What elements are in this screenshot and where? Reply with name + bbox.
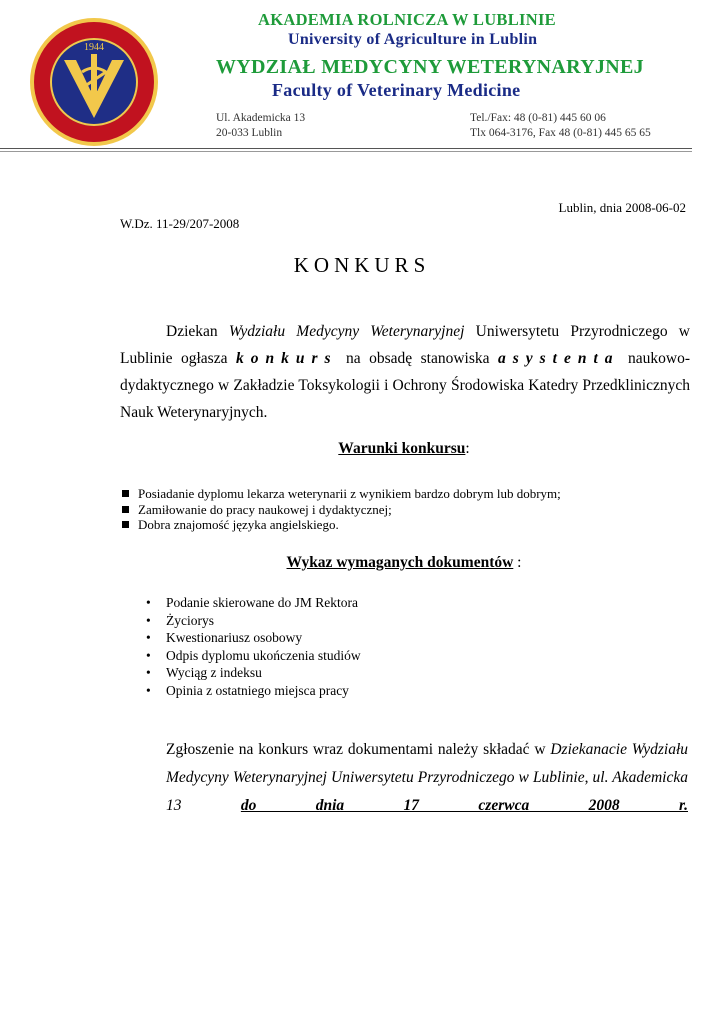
- list-item: • Kwestionariusz osobowy: [146, 629, 361, 647]
- closing-text-1: Zgłoszenie na konkurs wraz dokumentami należy składać w: [166, 741, 551, 758]
- header-line-academy-pl: AKADEMIA ROLNICZA W LUBLINIE: [258, 10, 556, 29]
- list-item: Posiadanie dyplomu lekarza weterynarii z wynikiem bardzo dobrym lub dobrym;: [120, 486, 561, 502]
- header-address: [216, 111, 305, 141]
- intro-paragraph: [120, 318, 690, 426]
- conditions-heading-colon: :: [465, 440, 470, 457]
- closing-office-name: Dziekanacie Wydziału Medycyny Weterynaryjnej Uniwersytetu Przyrodniczego w Lublinie: [166, 741, 689, 786]
- list-item: • Opinia z ostatniego miejsca pracy: [146, 682, 361, 700]
- list-item: • Życiorys: [146, 612, 361, 630]
- documents-list: [146, 594, 361, 700]
- address-city: 20-033 Lublin: [216, 127, 283, 139]
- closing-paragraph: [120, 736, 688, 820]
- list-item: • Odpis dyplomu ukończenia studiów: [146, 647, 361, 665]
- intro-text-4: naukowo-dydaktycznego w Zakładzie Toksykologii i Ochrony Środowiska Katedry Przedklinicznych Nauk Weterynaryjnych.: [120, 350, 690, 421]
- intro-text-3: na obsadę stanowiska: [337, 350, 498, 367]
- header-line-academy-en: University of Agriculture in Lublin: [288, 31, 538, 48]
- contact-phone: Tel./Fax: 48 (0-81) 445 60 06: [470, 112, 606, 124]
- list-item: Dobra znajomość języka angielskiego.: [120, 517, 561, 533]
- intro-text-2: Uniwersytetu Przyrodniczego w Lublinie ogłasza: [120, 323, 690, 367]
- university-seal-logo: [28, 16, 160, 148]
- conditions-list: [120, 486, 561, 533]
- intro-text-1: Dziekan: [166, 323, 229, 340]
- address-street: Ul. Akademicka 13: [216, 112, 306, 124]
- contact-telex-fax: Tlx 064-3176, Fax 48 (0-81) 445 65 65: [470, 127, 651, 139]
- list-item: • Wyciąg z indeksu: [146, 664, 361, 682]
- document-reference: W.Dz. 11-29/207-2008: [120, 216, 240, 231]
- closing-comma: ,: [584, 769, 593, 786]
- intro-faculty-name: Wydziału Medycyny Weterynaryjnej: [228, 323, 465, 340]
- header-line-faculty-en: Faculty of Veterinary Medicine: [272, 80, 521, 100]
- closing-deadline: do dnia 17 czerwca 2008 r.: [240, 797, 688, 814]
- documents-heading-colon: :: [513, 554, 522, 571]
- list-item: Zamiłowanie do pracy naukowej i dydaktycznej;: [120, 502, 561, 518]
- closing-street: ul. Akademicka 13: [166, 769, 688, 814]
- document-title: KONKURS: [293, 253, 431, 277]
- intro-position-word: asystenta: [497, 350, 620, 367]
- conditions-heading-text: Warunki konkursu: [338, 440, 466, 457]
- document-date: Lublin, dnia 2008-06-02: [558, 200, 686, 215]
- documents-heading: [42, 554, 724, 572]
- header-line-faculty-pl: WYDZIAŁ MEDYCYNY WETERYNARYJNEJ: [216, 56, 644, 78]
- logo-year: 1944: [84, 42, 104, 53]
- intro-konkurs-word: konkurs: [235, 350, 338, 367]
- list-item: • Podanie skierowane do JM Rektora: [146, 594, 361, 612]
- header-divider: [0, 148, 692, 149]
- documents-heading-text: Wykaz wymaganych dokumentów: [286, 554, 514, 571]
- closing-space: [182, 797, 241, 814]
- closing-paragraph-text: [120, 736, 688, 820]
- header-contact: [470, 111, 651, 141]
- header-divider-thin: [0, 151, 692, 152]
- conditions-heading: [42, 440, 724, 458]
